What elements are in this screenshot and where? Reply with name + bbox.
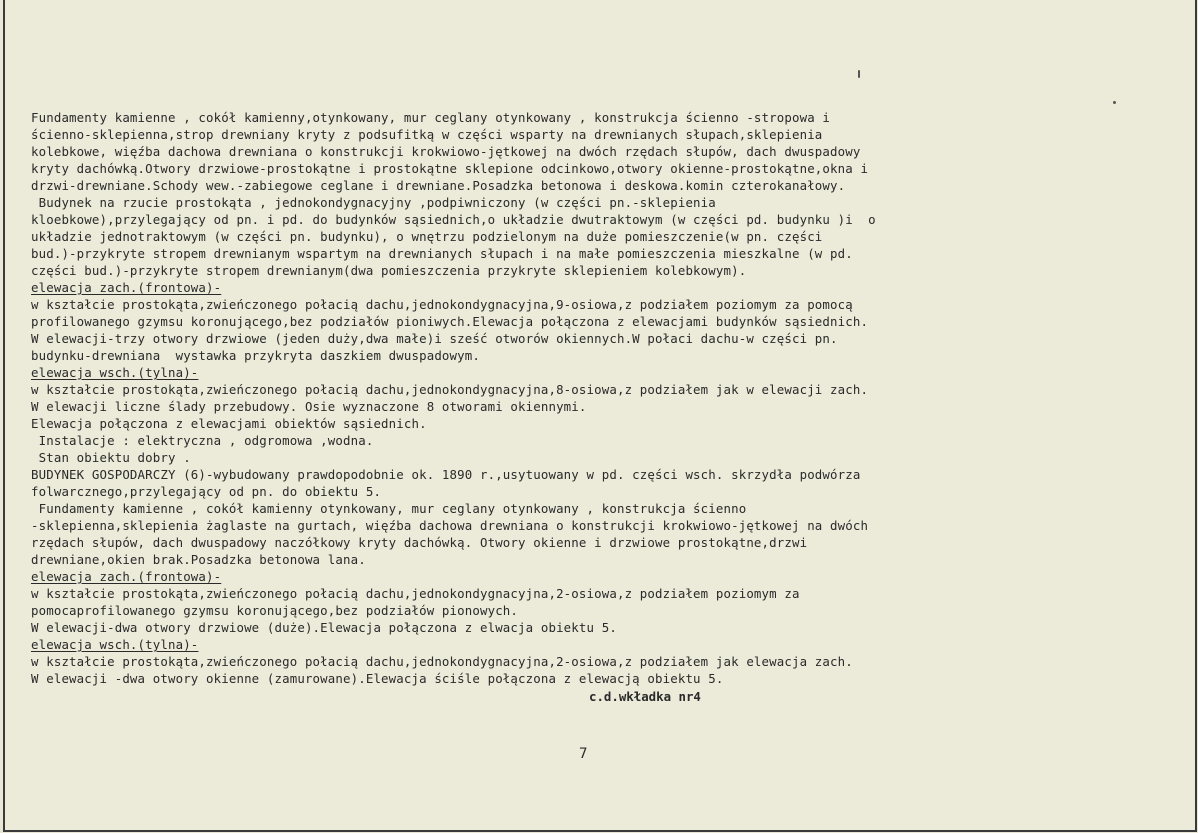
text-line: w kształcie prostokąta,zwieńczonego połacią dachu,jednokondygnacyjna,9-osiowa,z podziałem poziomym za pomocą xyxy=(31,297,853,312)
text-line: części bud.)-przykryte stropem drewnianym(dwa pomieszczenia przykryte sklepieniem kolebkowym). xyxy=(31,263,747,278)
text-line: W elewacji liczne ślady przebudowy. Osie wyznaczone 8 otworami okiennymi. xyxy=(31,399,587,414)
text-line: W elewacji -dwa otwory okienne (zamurowane).Elewacja ściśle połączona z elewacją obiektu 5. xyxy=(31,671,724,686)
text-line: Elewacja połączona z elewacjami obiektów sąsiednich. xyxy=(31,416,427,431)
text-line: W elewacji-trzy otwory drzwiowe (jeden duży,dwa małe)i sześć otworów okiennych.W połaci dachu-w części pn. xyxy=(31,331,838,346)
text-line: Instalacje : elektryczna , odgromowa ,wodna. xyxy=(31,433,374,448)
text-line: w kształcie prostokąta,zwieńczonego połacią dachu,jednokondygnacyjna,8-osiowa,z podziałem jak w elewacji zach. xyxy=(31,382,869,397)
section-heading: elewacja zach.(frontowa)- xyxy=(31,569,222,584)
text-line: Fundamenty kamienne , cokół kamienny,otynkowany, mur ceglany otynkowany , konstrukcja ścienno -stropowa i xyxy=(31,110,831,125)
section-heading: elewacja zach.(frontowa)- xyxy=(31,280,222,295)
text-line: -sklepienna,sklepienia żaglaste na gurtach, więźba dachowa drewniana o konstrukcji krokwiowo-jętkowej na dwóch xyxy=(31,518,869,533)
text-line: ścienno-sklepienna,strop drewniany kryty z podsufitką w części wsparty na drewnianych słupach,sklepienia xyxy=(31,127,823,142)
text-line: Budynek na rzucie prostokąta , jednokondygnacyjny ,podpiwniczony (w części pn.-sklepienia xyxy=(31,195,716,210)
text-line: budynku-drewniana wystawka przykryta daszkiem dwuspadowym. xyxy=(31,348,480,363)
ink-speck xyxy=(1113,101,1116,104)
text-line: drewniane,okien brak.Posadzka betonowa lana. xyxy=(31,552,366,567)
text-line: układzie jednotraktowym (w części pn. budynku), o wnętrzu podzielonym na duże pomieszczenie(w pn. części xyxy=(31,229,823,244)
text-line: Stan obiektu dobry . xyxy=(31,450,191,465)
text-line: Fundamenty kamienne , cokół kamienny otynkowany, mur ceglany otynkowany , konstrukcja ścienno xyxy=(31,501,747,516)
continuation-note: c.d.wkładka nr4 xyxy=(589,689,701,704)
text-line: profilowanego gzymsu koronującego,bez podziałów pioniwych.Elewacja połączona z elewacjami budynków sąsiednich. xyxy=(31,314,869,329)
page-number: 7 xyxy=(579,746,588,762)
text-line: kryty dachówką.Otwory drzwiowe-prostokątne i prostokątne sklepione odcinkowo,otwory okienne-prostokątne,okna i xyxy=(31,161,869,176)
document-page xyxy=(3,0,1197,832)
document-body xyxy=(31,109,1181,687)
section-heading: elewacja wsch.(tylna)- xyxy=(31,365,199,380)
text-line: kolebkowe, więźba dachowa drewniana o konstrukcji krokwiowo-jętkowej na dwóch rzędach słupów, dach dwuspadowy xyxy=(31,144,861,159)
text-line: folwarcznego,przylegający od pn. do obiektu 5. xyxy=(31,484,382,499)
section-heading: elewacja wsch.(tylna)- xyxy=(31,637,199,652)
text-line: w kształcie prostokąta,zwieńczonego połacią dachu,jednokondygnacyjna,2-osiowa,z podziałem jak elewacja zach. xyxy=(31,654,853,669)
text-line: drzwi-drewniane.Schody wew.-zabiegowe ceglane i drewniane.Posadzka betonowa i deskowa.komin czterokanałowy. xyxy=(31,178,846,193)
text-line: W elewacji-dwa otwory drzwiowe (duże).Elewacja połączona z elwacja obiektu 5. xyxy=(31,620,617,635)
ink-speck xyxy=(858,70,860,78)
text-line: BUDYNEK GOSPODARCZY (6)-wybudowany prawdopodobnie ok. 1890 r.,usytuowany w pd. części wsch. skrzydła podwórza xyxy=(31,467,861,482)
text-line: w kształcie prostokąta,zwieńczonego połacią dachu,jednokondygnacyjna,2-osiowa,z podziałem poziomym za xyxy=(31,586,800,601)
text-line: bud.)-przykryte stropem drewnianym wspartym na drewnianych słupach i na małe pomieszczenia mieszkalne (w pd. xyxy=(31,246,853,261)
text-line: pomocaprofilowanego gzymsu koronującego,bez podziałów pionowych. xyxy=(31,603,519,618)
text-line: kloebkowe),przylegający od pn. i pd. do budynków sąsiednich,o układzie dwutraktowym (w części pd. budynku )i o xyxy=(31,212,876,227)
text-line: rzędach słupów, dach dwuspadowy naczółkowy kryty dachówką. Otwory okienne i drzwiowe prostokątne,drzwi xyxy=(31,535,808,550)
